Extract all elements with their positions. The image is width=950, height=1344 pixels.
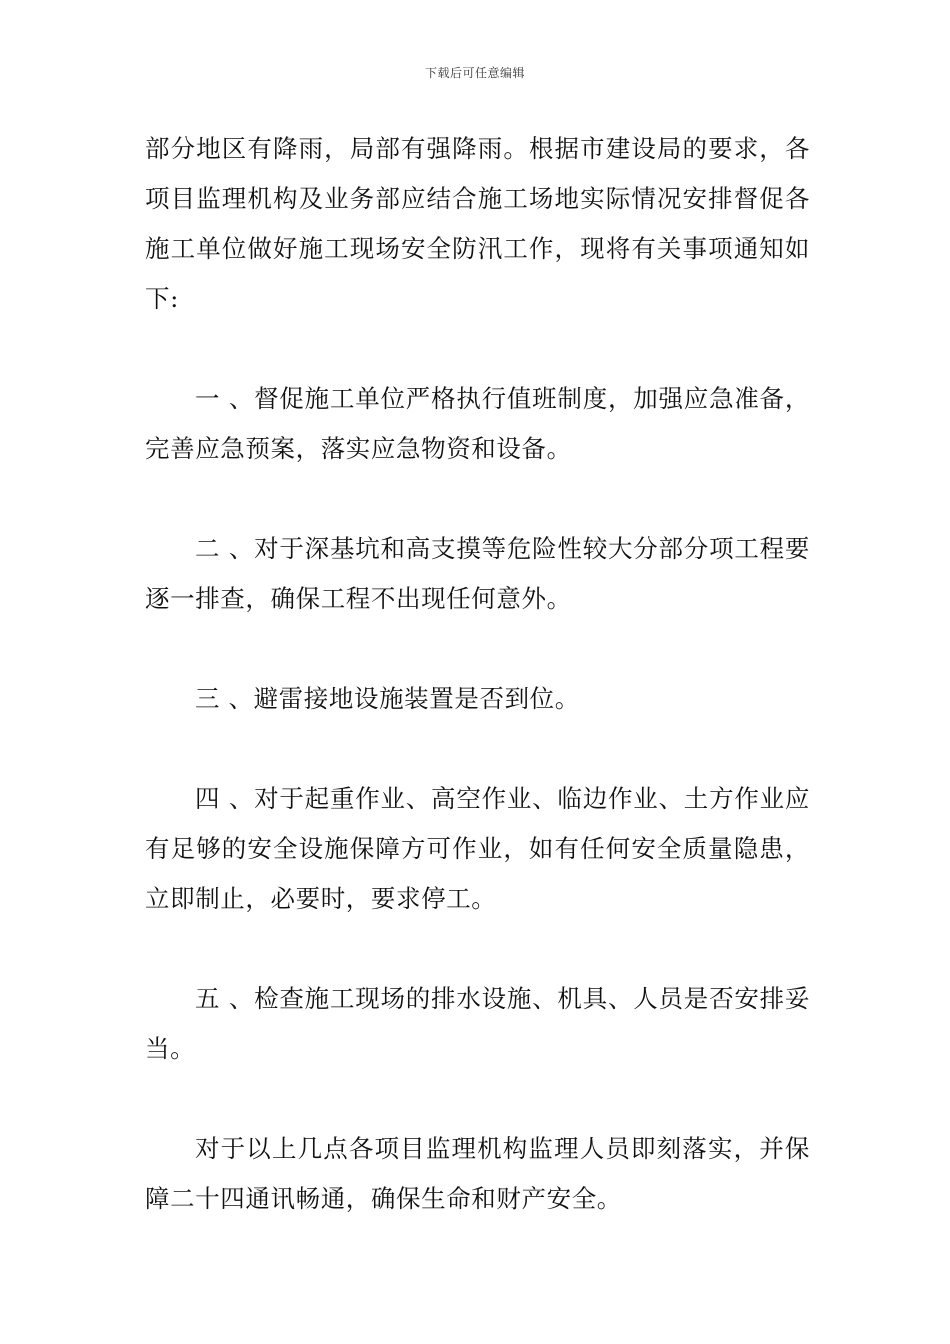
- page-header: 下载后可任意编辑: [424, 66, 525, 80]
- item-2-paragraph: 二 、对于深基坑和高支摸等危险性较大分部分项工程要逐一排查，确保工程不出现任何意外。: [145, 534, 810, 613]
- item-5-paragraph: 五 、检查施工现场的排水设施、机具、人员是否安排妥当。: [145, 984, 810, 1063]
- intro-paragraph: 部分地区有降雨，局部有强降雨。根据市建设局的要求，各项目监理机构及业务部应结合施工场地实际情况安排督促各施工单位做好施工现场安全防汛工作，现将有关事项通知如下:: [145, 134, 810, 313]
- paragraph-spacer: [145, 1074, 810, 1124]
- paragraph-spacer: [145, 924, 810, 974]
- paragraph-spacer: [145, 324, 810, 374]
- paragraph-spacer: [145, 724, 810, 774]
- item-4-paragraph: 四 、对于起重作业、高空作业、临边作业、土方作业应有足够的安全设施保障方可作业，如有任何安全质量隐患，立即制止，必要时，要求停工。: [145, 784, 810, 913]
- closing-paragraph: 对于以上几点各项目监理机构监理人员即刻落实，并保障二十四通讯畅通，确保生命和财产安全。: [145, 1134, 810, 1213]
- paragraph-spacer: [145, 474, 810, 524]
- document-body: [145, 124, 810, 1224]
- item-3-paragraph: 三 、避雷接地设施装置是否到位。: [195, 684, 580, 713]
- paragraph-spacer: [145, 624, 810, 674]
- item-1-paragraph: 一 、督促施工单位严格执行值班制度，加强应急准备，完善应急预案，落实应急物资和设备。: [145, 384, 810, 463]
